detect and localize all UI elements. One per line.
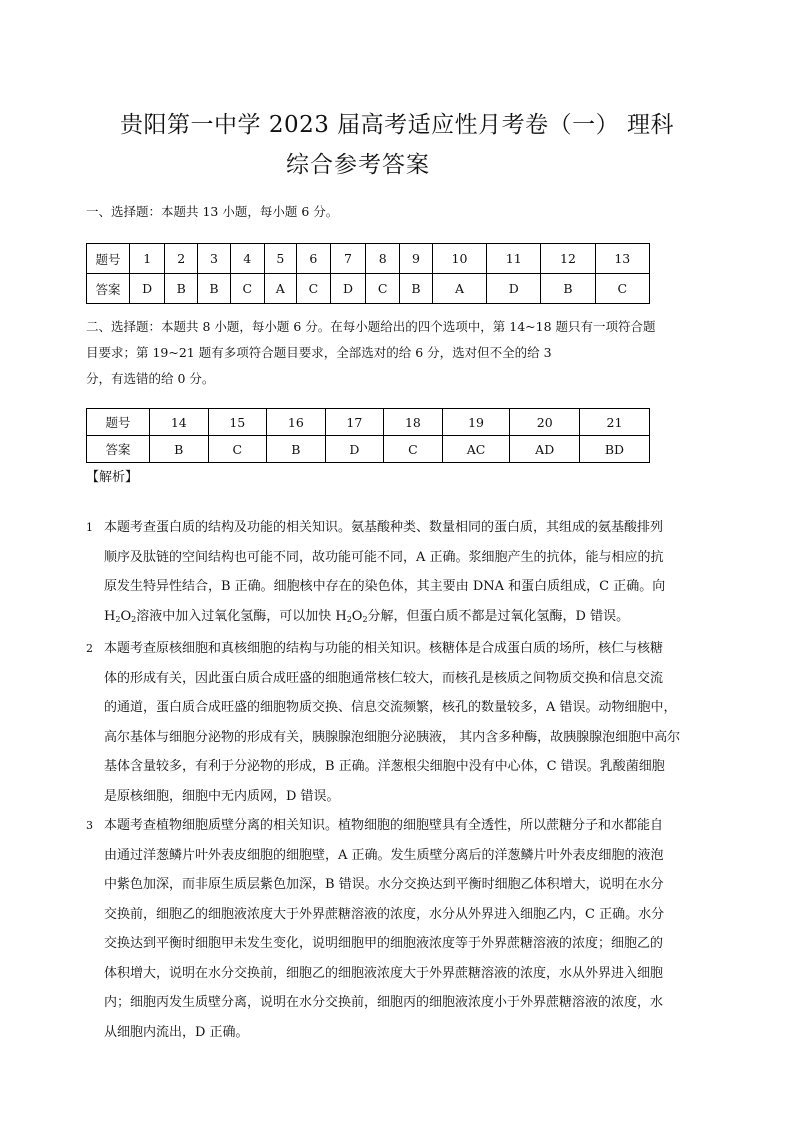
analysis-line xyxy=(104,602,726,635)
section-two-heading xyxy=(86,314,722,392)
answer-table-1 xyxy=(86,243,650,304)
text-run: 溶液中加入过氧化氢酶，可以加快 H xyxy=(136,608,347,624)
table-cell: B xyxy=(267,436,326,463)
analysis-line: 由通过洋葱鳞片叶外表皮细胞的细胞壁，A 正确。发生质壁分离后的洋葱鳞片叶外表皮细胞的液泡 xyxy=(104,847,664,863)
table-cell: 18 xyxy=(384,409,443,436)
row-label: 题号 xyxy=(87,409,150,436)
analysis-line: 原发生特异性结合，B 正确。细胞核中存在的染色体，其主要由 DNA 和蛋白质组成，C 正确。向 xyxy=(104,579,666,594)
table-cell: B xyxy=(150,436,209,463)
table-cell: D xyxy=(487,274,541,304)
analysis-line: 本题考查蛋白质的结构及功能的相关知识。氨基酸种类、数量相同的蛋白质，其组成的氨基酸排列 xyxy=(104,520,664,535)
table-cell: BD xyxy=(579,436,649,463)
analysis-line: 基体含量较多，有利于分泌物的形成，B 正确。洋葱根尖细胞中没有中心体，C 错误。乳酸菌细胞 xyxy=(104,759,665,774)
section-two-line: 分，有选错的给 0 分。 xyxy=(86,371,215,386)
formula-text: O xyxy=(351,608,363,624)
table-cell: C xyxy=(595,274,649,304)
table-cell: 16 xyxy=(267,409,326,436)
subscript: 2 xyxy=(362,614,368,624)
table-cell: B xyxy=(165,274,198,304)
analysis-line: 顺序及肽链的空间结构也可能不同，故功能可能不同，A 正确。浆细胞产生的抗体，能与相应的抗 xyxy=(104,549,664,565)
table-cell: 20 xyxy=(510,409,579,436)
table-cell: B xyxy=(541,274,595,304)
analysis-line: 体积增大，说明在水分交换前，细胞乙的细胞液浓度大于外界蔗糖溶液的浓度，水从外界进入细胞 xyxy=(104,965,664,981)
analysis-line: 内；细胞丙发生质壁分离，说明在水分交换前，细胞丙的细胞液浓度小于外界蔗糖溶液的浓度，水 xyxy=(104,995,664,1010)
analysis-line: 交换达到平衡时细胞甲未发生变化，说明细胞甲的细胞液浓度等于外界蔗糖溶液的浓度；细胞乙的 xyxy=(104,936,664,951)
analysis-list xyxy=(86,513,726,1047)
formula-text: O xyxy=(120,608,132,624)
table-cell: A xyxy=(264,274,296,304)
section-two-line: 二、选择题：本题共 8 小题，每小题 6 分。在每小题给出的四个选项中，第 14~18 题只有一项符合题 xyxy=(86,319,656,334)
table-cell: B xyxy=(400,274,433,304)
table-row-answers xyxy=(87,274,650,304)
table-cell: 7 xyxy=(330,244,365,274)
table-cell: 21 xyxy=(579,409,649,436)
table-cell: C xyxy=(384,436,443,463)
subscript: 2 xyxy=(115,614,121,624)
table-cell: 13 xyxy=(595,244,649,274)
table-cell: 11 xyxy=(487,244,541,274)
formula-text: H xyxy=(104,608,116,624)
section-two-line: 目要求；第 19~21 题有多项符合题目要求，全部选对的给 6 分，选对但不全的给 3 xyxy=(86,345,552,360)
item-number: 3 xyxy=(86,819,93,832)
table-cell: 15 xyxy=(208,409,267,436)
table-cell: D xyxy=(325,436,384,463)
analysis-line: 是原核细胞，细胞中无内质网，D 错误。 xyxy=(104,788,340,804)
analysis-line: 中紫色加深，而非原生质层紫色加深，B 错误。水分交换达到平衡时细胞乙体积增大，说明在水分 xyxy=(104,877,664,892)
table-row-numbers xyxy=(87,244,650,274)
section-one-heading: 一、选择题：本题共 13 小题，每小题 6 分。 xyxy=(86,204,339,219)
table-cell: A xyxy=(432,274,486,304)
table-cell: 10 xyxy=(432,244,486,274)
analysis-line: 本题考查植物细胞质壁分离的相关知识。植物细胞的细胞壁具有全透性，所以蔗糖分子和水都能自 xyxy=(104,818,664,833)
table-cell: 9 xyxy=(400,244,433,274)
analysis-item xyxy=(86,811,726,1047)
analysis-heading: 【解析】 xyxy=(86,470,139,485)
item-number: 1 xyxy=(86,521,93,534)
answer-table-2 xyxy=(86,408,650,463)
table-cell: B xyxy=(198,274,231,304)
table-cell: 17 xyxy=(325,409,384,436)
analysis-line: 交换前，细胞乙的细胞液浓度大于外界蔗糖溶液的浓度，水分从外界进入细胞乙内，C 正确。水分 xyxy=(104,906,665,922)
subscript: 2 xyxy=(346,614,352,624)
analysis-item xyxy=(86,513,726,634)
analysis-item xyxy=(86,634,726,811)
analysis-line: 本题考查原核细胞和真核细胞的结构与功能的相关知识。核糖体是合成蛋白质的场所，核仁与核糖 xyxy=(104,641,664,656)
row-label: 答案 xyxy=(87,274,130,304)
table-cell: 19 xyxy=(442,409,510,436)
table-cell: C xyxy=(366,274,400,304)
analysis-line: 从细胞内流出，D 正确。 xyxy=(104,1024,249,1040)
analysis-line: 高尔基体与细胞分泌物的形成有关，胰腺腺泡细胞分泌胰液， 其内含多种酶，故胰腺腺泡细胞中高尔 xyxy=(104,729,681,745)
table-cell: C xyxy=(230,274,264,304)
table-cell: 6 xyxy=(296,244,330,274)
row-label: 题号 xyxy=(87,244,130,274)
table-cell: 1 xyxy=(130,244,165,274)
table-cell: 4 xyxy=(230,244,264,274)
document-title: 贵阳第一中学 2023 届高考适应性月考卷（一） 理科 xyxy=(120,112,674,138)
table-cell: C xyxy=(208,436,267,463)
table-cell: 5 xyxy=(264,244,296,274)
item-number: 2 xyxy=(86,642,93,655)
table-cell: D xyxy=(130,274,165,304)
table-row-answers xyxy=(87,436,650,463)
table-cell: D xyxy=(330,274,365,304)
table-cell: 14 xyxy=(150,409,209,436)
subscript: 2 xyxy=(131,614,137,624)
table-cell: 2 xyxy=(165,244,198,274)
analysis-line: 体的形成有关，因此蛋白质合成旺盛的细胞通常核仁较大，而核孔是核质之间物质交换和信息交流 xyxy=(104,670,664,686)
table-cell: AD xyxy=(510,436,579,463)
table-cell: C xyxy=(296,274,330,304)
row-label: 答案 xyxy=(87,436,150,463)
document-subtitle: 综合参考答案 xyxy=(286,152,430,178)
table-cell: AC xyxy=(442,436,510,463)
table-cell: 12 xyxy=(541,244,595,274)
table-cell: 3 xyxy=(198,244,231,274)
table-row-numbers xyxy=(87,409,650,436)
analysis-line: 的通道，蛋白质合成旺盛的细胞物质交换、信息交流频繁，核孔的数量较多，A 错误。动物细胞中， xyxy=(104,700,677,715)
table-cell: 8 xyxy=(366,244,400,274)
text-run: 分解，但蛋白质不都是过氧化氢酶，D 错误。 xyxy=(367,608,630,624)
